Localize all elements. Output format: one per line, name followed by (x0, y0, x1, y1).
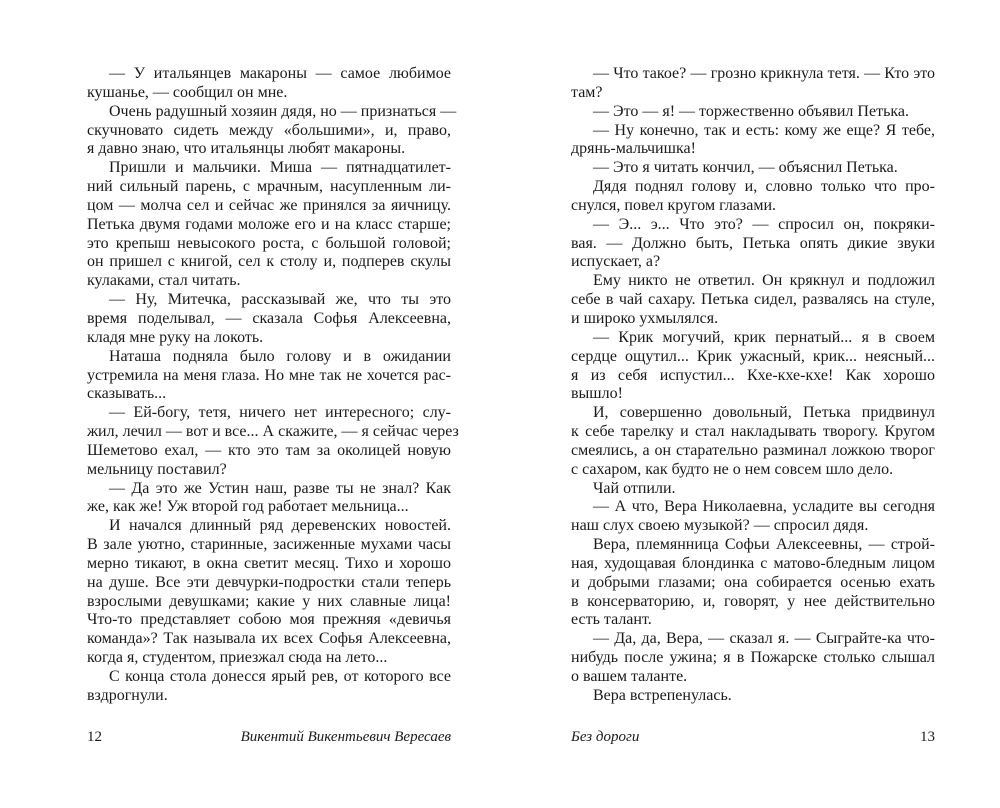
text-line: С конца стола донесся ярый рев, от которого все (109, 668, 451, 685)
text-line: цом — молча сел и сейчас же принялся за яичницу. (87, 196, 451, 214)
text-line: испускает, а? (571, 253, 661, 271)
text-line: на душе. Все эти девчурки-подростки стали теперь (87, 573, 451, 591)
text-line: кушанье, — сообщил он мне. (87, 83, 288, 101)
text-line: — Крик могучий, крик пернатый... я в своем (593, 328, 935, 346)
text-line: сказывать... (87, 385, 167, 403)
text-line: дрянь-мальчишка! (571, 140, 696, 158)
text-line: наш слух своею музыкой? — спросил дядя. (571, 517, 869, 535)
paragraph (571, 272, 935, 329)
left-page-footer (87, 729, 451, 746)
running-head-author: Викентий Викентьевич Вересаев (240, 729, 451, 745)
text-line: Чай отпили. (593, 479, 676, 497)
text-line: мельницу поставил? (87, 460, 227, 478)
running-head-title: Без дороги (571, 729, 640, 745)
text-line: же, как же! Уж второй год работает мельница... (87, 498, 409, 516)
paragraph (87, 480, 451, 518)
text-line: он пришел с книгой, сел к столу и, подперев скулы (87, 253, 451, 271)
text-line: — Это — я! — торжественно объявил Петька. (593, 102, 909, 120)
paragraph (571, 178, 935, 216)
text-line: взрослыми девушками; какие у них славные лица! (87, 592, 451, 610)
text-line: смеялись, а он старательно разминал ложкою творог (571, 441, 935, 459)
paragraph (571, 159, 935, 178)
text-line: о вашем таланте. (571, 668, 688, 685)
text-line: в консерваторию, и, говорят, у нее действительно (571, 592, 935, 610)
paragraph (571, 216, 935, 273)
paragraph (571, 536, 935, 630)
paragraph (571, 103, 935, 122)
text-line: и добрыми глазами; она собирается осенью ехать (571, 573, 935, 591)
paragraph (571, 498, 935, 536)
text-line: ний сильный парень, с мрачным, насупленным ли- (87, 178, 451, 196)
text-line: снулся, повел кругом глазами. (571, 196, 777, 214)
paragraph (87, 668, 451, 706)
text-line: И начался длинный ряд деревенских новостей. (109, 517, 451, 535)
text-line: Наташа подняла было голову и в ожидании (109, 347, 451, 365)
paragraph (87, 159, 451, 291)
text-line: кулаками, стал читать. (87, 272, 241, 290)
text-line: к себе тарелку и стал накладывать творогу. Кругом (571, 423, 935, 441)
text-line: когда я, студентом, приезжал сюда на лето... (87, 649, 388, 667)
text-line: я из себя испустил... Кхе-кхе-кхе! Как хорошо (571, 366, 935, 384)
paragraph (571, 65, 935, 103)
text-line: Дядя поднял голову и, словно только что про- (593, 178, 935, 196)
text-line: с сахаром, как будто не о нем совсем шло дело. (571, 460, 894, 478)
text-line: Вера, племянница Софьи Алексеевны, — строй- (593, 536, 935, 554)
page-number: 13 (920, 729, 935, 745)
text-line: сердце ощутил... Крик ужасный, крик... неясный... (571, 347, 935, 365)
text-line: — Что такое? — грозно крикнула тетя. — Кто это (593, 65, 935, 82)
paragraph (87, 348, 451, 405)
text-line: я давно знаю, что итальянцы любят макароны. (87, 140, 406, 158)
text-line: — Это я читать кончил, — объяснил Петька. (593, 159, 898, 177)
text-line: В зале уютно, старинные, засиженные мухами часы (87, 536, 451, 554)
text-line: время поделывал, — сказала Софья Алексеевна, (87, 309, 451, 327)
text-line: — А что, Вера Николаевна, усладите вы сегодня (593, 498, 935, 516)
text-line: — Ну конечно, так и есть: кому же еще? Я тебе, (593, 121, 935, 139)
text-line: — Э... э... Что это? — спросил он, покряки- (593, 215, 935, 233)
text-line: Шеметово ехал, — кто это там за околицей новую (87, 441, 451, 459)
text-line: вышло! (571, 385, 623, 403)
text-line: Что-то представляет собою моя прежняя «девичья (87, 611, 451, 629)
text-line: Вера встрепенулась. (593, 686, 732, 704)
text-line: ная, худощавая блондинка с матово-бледным лицом (571, 554, 935, 572)
text-line: Петька двумя годами моложе его и на класс старше; (87, 215, 451, 233)
text-line: кладя мне руку на локоть. (87, 328, 264, 346)
text-line: есть талант. (571, 611, 652, 629)
text-line: и широко ухмылялся. (571, 309, 719, 327)
text-line: вая. — Должно быть, Петька опять дикие звуки (571, 234, 935, 252)
paragraph (87, 102, 457, 160)
text-line: Пришли и мальчики. Миша — пятнадцатилет- (109, 159, 451, 177)
paragraph (87, 404, 459, 479)
text-line: скучновато сидеть между «большими», и, право, (87, 121, 451, 139)
paragraph (87, 65, 451, 103)
paragraph (571, 122, 935, 160)
right-page-body (571, 65, 935, 706)
text-line: там? (571, 83, 603, 101)
paragraph (87, 517, 451, 668)
page-number: 12 (87, 729, 102, 745)
text-line: — Да, да, Вера, — сказал я. — Сыграйте-ка что- (593, 630, 935, 648)
text-line: И, совершенно довольный, Петька придвинул (593, 404, 935, 422)
text-line: это крепыш невысокого роста, с большой головой; (87, 234, 451, 252)
text-line: себе в чай сахару. Петька сидел, развалясь на стуле, (571, 291, 935, 309)
paragraph (571, 404, 935, 479)
paragraph (571, 687, 935, 706)
text-line: устремила на меня глаза. Но мне так не хочется рас- (87, 366, 451, 384)
text-line: — Да это же Устин наш, разве ты не знал? Как (109, 479, 451, 497)
text-line: вздрогнули. (87, 686, 168, 704)
text-line: — Ну, Митечка, рассказывай же, что ты это (109, 291, 451, 309)
text-line: мерно тикают, в окна светит месяц. Тихо и хорошо (87, 554, 451, 572)
text-line: — У итальянцев макароны — самое любимое (109, 65, 451, 82)
paragraph (571, 630, 935, 687)
paragraph (87, 291, 451, 348)
left-page-body (87, 65, 459, 706)
text-line: команда»? Так называла их всех Софья Алексеевна, (87, 630, 451, 648)
text-line: нибудь после ужина; я в Пожарске столько слышал (571, 649, 935, 667)
paragraph (571, 329, 935, 404)
paragraph (571, 480, 935, 499)
right-page-footer (571, 729, 935, 746)
text-line: Очень радушный хозяин дядя, но — признаться — (109, 102, 457, 120)
text-line: Ему никто не ответил. Он крякнул и подложил (593, 272, 935, 290)
text-line: жил, лечил — вот и все... А скажите, — я сейчас через (87, 423, 459, 441)
text-line: — Ей-богу, тетя, ничего нет интересного; слу- (109, 404, 451, 422)
